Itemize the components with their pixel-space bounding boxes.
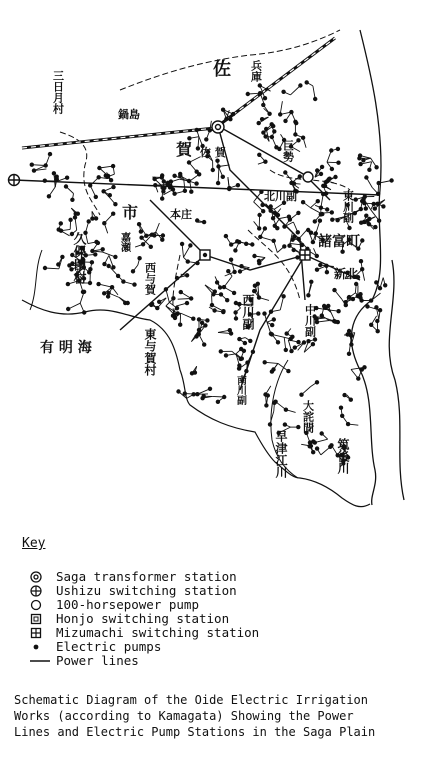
electric-pump bbox=[94, 216, 98, 220]
electric-pump bbox=[226, 269, 230, 273]
electric-pump bbox=[202, 394, 206, 398]
electric-pump bbox=[315, 446, 319, 450]
electric-pump bbox=[340, 250, 344, 254]
horsepower-pump bbox=[303, 172, 313, 182]
electric-pump bbox=[309, 280, 313, 284]
key-label: Power lines bbox=[56, 653, 139, 668]
electric-pump bbox=[183, 189, 187, 193]
dot-icon bbox=[30, 641, 56, 653]
electric-pump bbox=[216, 400, 220, 404]
electric-pump bbox=[286, 369, 290, 373]
electric-pump bbox=[237, 366, 241, 370]
electric-pump bbox=[332, 288, 336, 292]
electric-pump bbox=[287, 215, 291, 219]
electric-pump bbox=[347, 352, 351, 356]
electric-pump bbox=[215, 159, 219, 163]
electric-pump bbox=[139, 229, 143, 233]
electric-pump bbox=[157, 300, 161, 304]
electric-pump bbox=[113, 202, 117, 206]
mizumachi-switching-station bbox=[300, 250, 310, 260]
electric-pump bbox=[263, 226, 267, 230]
electric-pump bbox=[351, 297, 355, 301]
electric-pump bbox=[82, 310, 86, 314]
west-river bbox=[30, 250, 42, 310]
electric-pump bbox=[257, 261, 261, 265]
label-okawa: 大詫間 bbox=[301, 400, 315, 433]
electric-pump bbox=[283, 170, 287, 174]
electric-pump bbox=[211, 168, 215, 172]
label-nabeshima: 鍋島 bbox=[118, 108, 140, 121]
electric-pump bbox=[273, 400, 277, 404]
electric-pump bbox=[357, 156, 361, 160]
electric-pump bbox=[377, 219, 381, 223]
electric-pump bbox=[229, 258, 233, 262]
electric-pump bbox=[43, 179, 47, 183]
key-label: Mizumachi switching station bbox=[56, 625, 260, 640]
electric-pump bbox=[195, 128, 199, 132]
electric-pump bbox=[373, 225, 377, 229]
label-kitakawazoe: 北川副 bbox=[264, 190, 297, 203]
electric-pump bbox=[296, 425, 300, 429]
electric-pump bbox=[326, 304, 330, 308]
electric-pump bbox=[166, 182, 170, 186]
electric-pump bbox=[180, 242, 184, 246]
electric-pump bbox=[315, 380, 319, 384]
electric-pump bbox=[266, 393, 270, 397]
electric-pump bbox=[194, 181, 198, 185]
label-shinhoku: 新北 bbox=[334, 267, 359, 281]
electric-pump bbox=[191, 317, 195, 321]
electric-pump bbox=[268, 422, 272, 426]
electric-pump bbox=[296, 138, 300, 142]
key-row-transformer bbox=[30, 570, 259, 584]
electric-pump bbox=[365, 304, 369, 308]
electric-pump bbox=[273, 224, 277, 228]
electric-pump bbox=[244, 242, 248, 246]
electric-pump bbox=[289, 349, 293, 353]
circle-cross-icon bbox=[30, 585, 56, 597]
electric-pump bbox=[330, 210, 334, 214]
electric-pump bbox=[330, 218, 334, 222]
electric-pump bbox=[336, 320, 340, 324]
electric-pump bbox=[257, 121, 261, 125]
electric-pump bbox=[283, 422, 287, 426]
electric-pump bbox=[313, 219, 317, 223]
electric-pump bbox=[171, 296, 175, 300]
electric-pump bbox=[356, 294, 360, 298]
electric-pump bbox=[347, 295, 351, 299]
circle-icon bbox=[30, 599, 56, 611]
electric-pump bbox=[298, 174, 302, 178]
electric-pump bbox=[126, 301, 130, 305]
electric-pump bbox=[113, 255, 117, 259]
electric-pump bbox=[176, 389, 180, 393]
electric-pump bbox=[164, 287, 168, 291]
label-hyogo: 兵庫 bbox=[249, 60, 263, 82]
electric-pump bbox=[43, 266, 47, 270]
electric-pump bbox=[233, 248, 237, 252]
electric-pump bbox=[296, 340, 300, 344]
electric-pump bbox=[73, 215, 77, 219]
electric-pump bbox=[281, 90, 285, 94]
electric-pump bbox=[236, 183, 240, 187]
electric-pump bbox=[101, 247, 105, 251]
key-label: 100-horsepower pump bbox=[56, 597, 199, 612]
key-row-ushizu bbox=[30, 584, 259, 598]
line-icon bbox=[30, 655, 56, 667]
electric-pump bbox=[336, 309, 340, 313]
electric-pump bbox=[347, 329, 351, 333]
electric-pump bbox=[171, 314, 175, 318]
label-higashiyoga: 東与賀村 bbox=[143, 328, 157, 376]
key-row-electric-pumps bbox=[30, 640, 259, 654]
electric-pump bbox=[70, 198, 74, 202]
caption-line: Lines and Electric Pump Stations in the Saga Plain bbox=[14, 725, 376, 739]
caption-line: Schematic Diagram of the Oide Electric Irrigation bbox=[14, 693, 369, 707]
electric-pump bbox=[270, 323, 274, 327]
key-label: Honjo switching station bbox=[56, 611, 230, 626]
electric-pump bbox=[257, 153, 261, 157]
electric-pump bbox=[47, 194, 51, 198]
electric-pump bbox=[256, 311, 260, 315]
electric-pump bbox=[305, 80, 309, 84]
electric-pump bbox=[195, 261, 199, 265]
electric-pump bbox=[215, 280, 219, 284]
electric-pump bbox=[290, 335, 294, 339]
electric-pump bbox=[216, 181, 220, 185]
electric-pump bbox=[336, 147, 340, 151]
electric-pump bbox=[59, 221, 63, 225]
electric-pump bbox=[318, 263, 322, 267]
electric-pump bbox=[48, 152, 52, 156]
electric-pump bbox=[367, 168, 371, 172]
double-circle-icon bbox=[30, 571, 56, 583]
electric-pump bbox=[320, 431, 324, 435]
chikugo-river-east bbox=[389, 260, 404, 500]
label-hayatsue: 早津江川 bbox=[274, 430, 288, 478]
electric-pump bbox=[252, 289, 256, 293]
coastline bbox=[22, 300, 370, 507]
electric-pump bbox=[293, 345, 297, 349]
electric-pump bbox=[56, 262, 60, 266]
electric-pump bbox=[111, 185, 115, 189]
label-mikazuki: 三日月村 bbox=[51, 70, 65, 114]
square-dot-icon bbox=[30, 613, 56, 625]
electric-pump bbox=[239, 264, 243, 268]
electric-pump bbox=[175, 276, 179, 280]
electric-pump bbox=[383, 283, 387, 287]
electric-pump bbox=[55, 175, 59, 179]
electric-pump bbox=[64, 184, 68, 188]
electric-pump bbox=[330, 167, 334, 171]
electric-pump bbox=[185, 301, 189, 305]
electric-pump bbox=[347, 226, 351, 230]
electric-pump bbox=[131, 269, 135, 273]
electric-pump bbox=[308, 440, 312, 444]
electric-pump bbox=[263, 96, 267, 100]
electric-pump bbox=[381, 204, 385, 208]
label-kubota: 久保田村 bbox=[70, 232, 86, 284]
electric-pump bbox=[68, 218, 72, 222]
electric-pump bbox=[94, 195, 98, 199]
electric-pump bbox=[221, 310, 225, 314]
electric-pump bbox=[149, 303, 153, 307]
electric-pump bbox=[160, 238, 164, 242]
electric-pump bbox=[246, 92, 250, 96]
electric-pump bbox=[178, 174, 182, 178]
electric-pump bbox=[231, 112, 235, 116]
electric-pump bbox=[106, 294, 110, 298]
electric-pump bbox=[251, 350, 255, 354]
electric-pump bbox=[361, 158, 365, 162]
electric-pump bbox=[339, 406, 343, 410]
electric-pump bbox=[178, 323, 182, 327]
electric-pump bbox=[364, 214, 368, 218]
electric-pump bbox=[319, 212, 323, 216]
electric-pump bbox=[104, 173, 108, 177]
electric-pump bbox=[263, 360, 267, 364]
electric-pump bbox=[87, 270, 91, 274]
electric-pump bbox=[373, 206, 377, 210]
electric-pump bbox=[252, 254, 256, 258]
electric-pump bbox=[327, 177, 331, 181]
label-naka-kawazoe: 中川副 bbox=[303, 304, 317, 337]
electric-pump bbox=[87, 219, 91, 223]
electric-pump bbox=[284, 348, 288, 352]
electric-pump bbox=[205, 318, 209, 322]
honjo-switching-station bbox=[200, 250, 210, 260]
key-label: Electric pumps bbox=[56, 639, 162, 654]
electric-pump bbox=[82, 290, 86, 294]
electric-pump bbox=[299, 393, 303, 397]
electric-pump bbox=[282, 244, 286, 248]
electric-pump bbox=[321, 192, 325, 196]
label-minami-kawazoe: 南川副 bbox=[234, 375, 246, 405]
electric-pump bbox=[108, 193, 112, 197]
electric-pump bbox=[224, 234, 228, 238]
electric-pump bbox=[315, 268, 319, 272]
electric-pump bbox=[102, 291, 106, 295]
electric-pump bbox=[96, 241, 100, 245]
electric-pump bbox=[292, 235, 296, 239]
electric-pump bbox=[76, 212, 80, 216]
key-row-mizumachi bbox=[30, 626, 259, 640]
electric-pump bbox=[301, 200, 305, 204]
electric-pump bbox=[202, 342, 206, 346]
electric-pump bbox=[107, 264, 111, 268]
electric-pump bbox=[52, 171, 56, 175]
ushizu-switching-station bbox=[9, 175, 20, 186]
electric-pump bbox=[285, 331, 289, 335]
label-kahei: 嘉瀬 bbox=[118, 232, 130, 252]
electric-pump bbox=[316, 199, 320, 203]
electric-pump bbox=[375, 319, 379, 323]
electric-pump bbox=[272, 317, 276, 321]
label-chikugo: 筑後川 bbox=[336, 438, 350, 474]
label-saga-top: 佐 bbox=[213, 59, 231, 80]
electric-pump bbox=[224, 353, 228, 357]
electric-pump bbox=[172, 174, 176, 178]
electric-pump bbox=[228, 117, 232, 121]
electric-pump bbox=[360, 199, 364, 203]
electric-pump bbox=[259, 190, 263, 194]
key-title: Key bbox=[22, 536, 46, 551]
electric-pump bbox=[248, 339, 252, 343]
electric-pump bbox=[292, 248, 296, 252]
electric-pump bbox=[325, 270, 329, 274]
electric-pump bbox=[208, 387, 212, 391]
key-label: Saga transformer station bbox=[56, 569, 237, 584]
electric-pump bbox=[325, 207, 329, 211]
electric-pump bbox=[295, 255, 299, 259]
electric-pump bbox=[200, 321, 204, 325]
key-label: Ushizu switching station bbox=[56, 583, 237, 598]
key-list bbox=[30, 570, 259, 668]
electric-pump bbox=[342, 393, 346, 397]
electric-pump bbox=[328, 445, 332, 449]
electric-pump bbox=[65, 176, 69, 180]
square-cross-icon bbox=[30, 627, 56, 639]
electric-pump bbox=[30, 163, 34, 167]
electric-pump bbox=[374, 165, 378, 169]
electric-pump bbox=[149, 245, 153, 249]
electric-pump bbox=[320, 165, 324, 169]
electric-pump bbox=[96, 282, 100, 286]
electric-pump bbox=[160, 196, 164, 200]
electric-pump bbox=[253, 284, 257, 288]
electric-pump bbox=[313, 440, 317, 444]
electric-pump bbox=[242, 349, 246, 353]
label-kose: 巨勢 bbox=[281, 140, 295, 162]
electric-pump bbox=[191, 392, 195, 396]
electric-pump bbox=[102, 262, 106, 266]
label-ichi: 市 bbox=[122, 203, 139, 222]
label-higashikawazoe: 東川副 bbox=[341, 190, 355, 223]
electric-pump bbox=[269, 310, 273, 314]
electric-pump bbox=[359, 259, 363, 263]
electric-pump bbox=[296, 230, 300, 234]
label-honjo: 本庄 bbox=[170, 208, 192, 221]
electric-pump bbox=[298, 83, 302, 87]
label-saga-mid: 賀 bbox=[176, 140, 193, 159]
key-row-power-lines bbox=[30, 654, 259, 668]
electric-pump bbox=[195, 218, 199, 222]
electric-pump bbox=[296, 211, 300, 215]
label-nishiyoga: 西与賀 bbox=[143, 262, 157, 295]
electric-pump bbox=[318, 219, 322, 223]
electric-pump bbox=[269, 332, 273, 336]
electric-pump bbox=[269, 204, 273, 208]
figure-caption bbox=[14, 692, 438, 740]
electric-pump bbox=[189, 190, 193, 194]
electric-pump bbox=[260, 203, 264, 207]
electric-pump bbox=[283, 119, 287, 123]
electric-pump bbox=[188, 243, 192, 247]
electric-pump bbox=[313, 337, 317, 341]
label-moro: 諸富町 bbox=[318, 234, 360, 250]
electric-pump bbox=[162, 186, 166, 190]
electric-pump bbox=[219, 349, 223, 353]
electric-pump bbox=[221, 175, 225, 179]
electric-pump bbox=[294, 121, 298, 125]
electric-pump bbox=[360, 238, 364, 242]
electric-pump bbox=[238, 269, 242, 273]
key-row-pump-100hp bbox=[30, 598, 259, 612]
label-ariake: 有 明 海 bbox=[40, 340, 92, 356]
saga-transformer-station bbox=[212, 121, 224, 133]
caption-line: Works (according to Kamagata) Showing the Power bbox=[14, 709, 354, 723]
electric-pump bbox=[281, 294, 285, 298]
electric-pump bbox=[336, 161, 340, 165]
label-saga-station: 佐 賀 bbox=[200, 146, 226, 159]
electric-pump bbox=[261, 209, 265, 213]
electric-pump bbox=[132, 282, 136, 286]
electric-pump bbox=[232, 291, 236, 295]
electric-pump bbox=[66, 282, 70, 286]
electric-pump bbox=[204, 137, 208, 141]
electric-pump bbox=[197, 172, 201, 176]
electric-pump bbox=[225, 298, 229, 302]
electric-pump bbox=[161, 233, 165, 237]
electric-pump bbox=[229, 331, 233, 335]
map-labels bbox=[40, 58, 360, 479]
label-nishikawazoe: 西川副 bbox=[241, 294, 255, 330]
electric-pump bbox=[276, 340, 280, 344]
electric-pump bbox=[335, 218, 339, 222]
electric-pump bbox=[311, 342, 315, 346]
electric-pump bbox=[210, 303, 214, 307]
electric-pump bbox=[319, 172, 323, 176]
electric-pump bbox=[364, 175, 368, 179]
electric-pump bbox=[137, 256, 141, 260]
electric-pump bbox=[358, 162, 362, 166]
electric-pump bbox=[93, 252, 97, 256]
electric-pump bbox=[179, 290, 183, 294]
electric-pump bbox=[257, 213, 261, 217]
electric-pump bbox=[111, 212, 115, 216]
electric-pump bbox=[270, 122, 274, 126]
key-row-honjo bbox=[30, 612, 259, 626]
electric-pump bbox=[222, 285, 226, 289]
electric-pump bbox=[234, 316, 238, 320]
electric-pump bbox=[262, 311, 266, 315]
electric-pump bbox=[360, 367, 364, 371]
electric-pump bbox=[271, 367, 275, 371]
electric-pump bbox=[389, 178, 393, 182]
electric-pump bbox=[66, 307, 70, 311]
electric-pump bbox=[374, 280, 378, 284]
electric-pump bbox=[322, 304, 326, 308]
electric-pump bbox=[193, 370, 197, 374]
electric-pump bbox=[313, 97, 317, 101]
electric-pump bbox=[243, 341, 247, 345]
electric-pump bbox=[364, 206, 368, 210]
